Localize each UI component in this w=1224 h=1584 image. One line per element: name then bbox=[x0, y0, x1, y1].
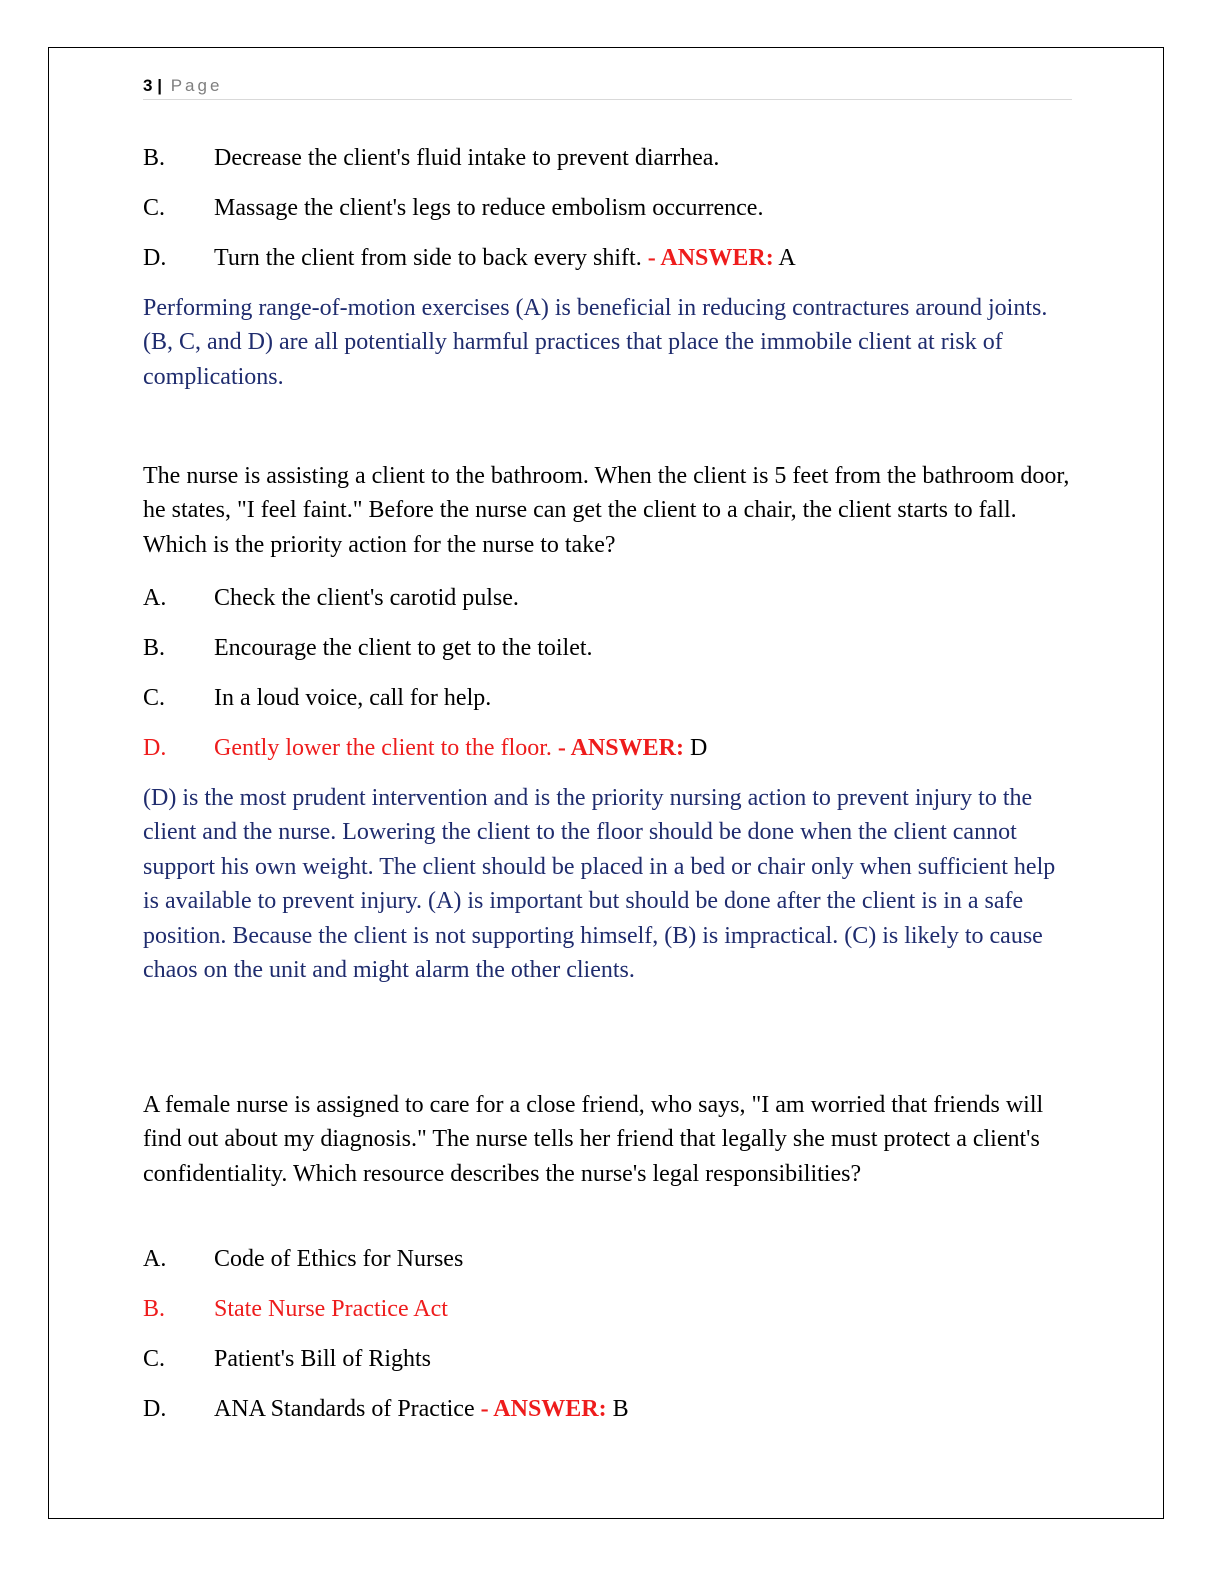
option-letter: D. bbox=[143, 1396, 167, 1422]
option-text: Turn the client from side to back every shift. bbox=[214, 245, 642, 271]
option-letter: B. bbox=[143, 145, 166, 171]
page-header bbox=[143, 72, 1072, 100]
option-text: Gently lower the client to the floor. bbox=[214, 735, 552, 761]
answer-label: - ANSWER: bbox=[647, 245, 774, 271]
answer-label: - ANSWER: bbox=[557, 735, 684, 761]
option-text: Massage the client's legs to reduce embolism occurrence. bbox=[214, 195, 764, 221]
option-letter: C. bbox=[143, 685, 166, 711]
header-separator: | bbox=[157, 76, 162, 95]
option-text: Patient's Bill of Rights bbox=[214, 1346, 432, 1372]
option-text: Encourage the client to get to the toilet. bbox=[214, 635, 593, 661]
option-c bbox=[143, 193, 763, 223]
option-d bbox=[143, 243, 796, 273]
question-text: A female nurse is assigned to care for a close friend, who says, "I am worried that friends will find out about my diagnosis." The nurse tells her friend that legally she must protect a client's confidentiality. Which resource describes the nurse's legal responsibilities? bbox=[143, 1092, 1044, 1187]
rationale: (D) is the most prudent intervention and is the priority nursing action to prevent injury to the client and the nurse. Lowering the client to the floor should be done when the client cannot support his own weight. The client should be placed in a bed or chair only when sufficient help is available to prevent injury. (A) is important but should be done after the client is in a safe position. Because the client is not supporting himself, (B) is impractical. (C) is likely to cause chaos on the unit and might alarm the other clients. bbox=[143, 785, 1056, 984]
option-text: Check the client's carotid pulse. bbox=[214, 585, 519, 611]
answer-value: D bbox=[689, 735, 708, 761]
option-text: Decrease the client's fluid intake to prevent diarrhea. bbox=[214, 145, 720, 171]
option-letter: C. bbox=[143, 1346, 166, 1372]
option-d-correct bbox=[143, 733, 707, 763]
option-c bbox=[143, 1344, 431, 1374]
rationale: Performing range-of-motion exercises (A) is beneficial in reducing contractures around joints. (B, C, and D) are all potentially harmful practices that place the immobile client at risk of complications. bbox=[143, 295, 1048, 390]
option-text: State Nurse Practice Act bbox=[214, 1296, 448, 1322]
option-text: ANA Standards of Practice bbox=[214, 1396, 475, 1422]
option-c bbox=[143, 683, 491, 713]
answer-value: B bbox=[612, 1396, 629, 1422]
option-b bbox=[143, 633, 593, 663]
option-letter: A. bbox=[143, 1246, 167, 1272]
option-letter: B. bbox=[143, 635, 166, 661]
option-b-correct bbox=[143, 1294, 448, 1324]
option-letter: C. bbox=[143, 195, 166, 221]
answer-value: A bbox=[778, 245, 796, 271]
option-letter: D. bbox=[143, 735, 167, 761]
option-text: In a loud voice, call for help. bbox=[214, 685, 492, 711]
option-a bbox=[143, 583, 519, 613]
option-d bbox=[143, 1394, 629, 1424]
answer-label: - ANSWER: bbox=[480, 1396, 607, 1422]
page-word: Page bbox=[170, 76, 223, 95]
question-text: The nurse is assisting a client to the bathroom. When the client is 5 feet from the bathroom door, he states, "I feel faint." Before the nurse can get the client to a chair, the client starts to fall. Which is the priority action for the nurse to take? bbox=[143, 463, 1070, 558]
option-a bbox=[143, 1244, 463, 1274]
option-letter: A. bbox=[143, 585, 167, 611]
option-letter: B. bbox=[143, 1296, 166, 1322]
page-number: 3 bbox=[143, 76, 153, 95]
option-b bbox=[143, 143, 719, 173]
option-text: Code of Ethics for Nurses bbox=[214, 1246, 464, 1272]
option-letter: D. bbox=[143, 245, 167, 271]
